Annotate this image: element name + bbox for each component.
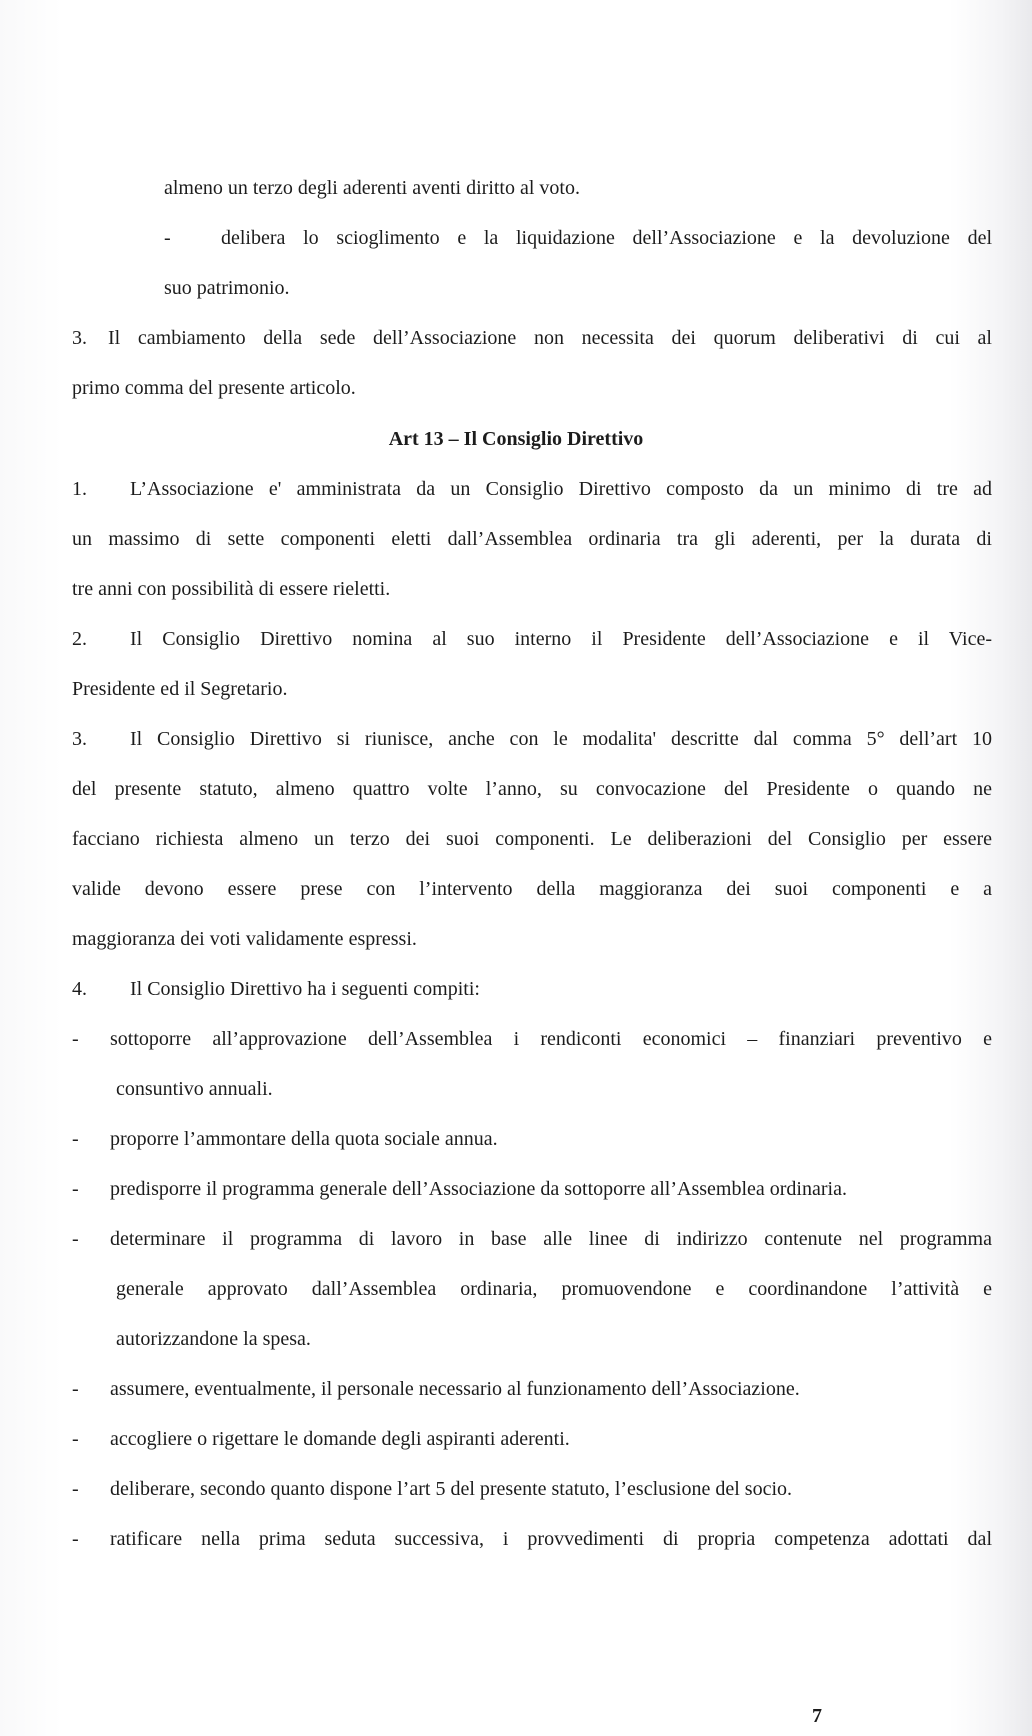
list-dash: - (72, 1228, 79, 1250)
text-line: maggioranza dei voti validamente espressi. (72, 928, 417, 950)
text-line: del presente statuto, almeno quattro volte l’anno, su convocazione del Presidente o quando ne (72, 778, 992, 800)
text-line: un massimo di sette componenti eletti dall’Assemblea ordinaria tra gli aderenti, per la durata di (72, 528, 992, 550)
paragraph-number: 1. (72, 478, 87, 500)
text-line: suo patrimonio. (164, 277, 290, 299)
article-heading: Art 13 – Il Consiglio Direttivo (388, 428, 644, 450)
text-line: Il Consiglio Direttivo nomina al suo interno il Presidente dell’Associazione e il Vice- (130, 628, 992, 650)
text-line: Presidente ed il Segretario. (72, 678, 288, 700)
text-line: Il cambiamento della sede dell’Associazione non necessita dei quorum deliberativi di cui al (108, 327, 992, 349)
text-line: valide devono essere prese con l’intervento della maggioranza dei suoi componenti e a (72, 878, 992, 900)
text-line: consuntivo annuali. (116, 1078, 273, 1100)
text-line: autorizzandone la spesa. (116, 1328, 311, 1350)
page-number: 7 (812, 1705, 822, 1727)
list-dash: - (72, 1428, 79, 1450)
text-line: L’Associazione e' amministrata da un Consiglio Direttivo composto da un minimo di tre ad (130, 478, 992, 500)
text-line: accogliere o rigettare le domande degli aspiranti aderenti. (110, 1428, 570, 1450)
list-dash: - (72, 1028, 79, 1050)
list-dash: - (72, 1478, 79, 1500)
text-line: deliberare, secondo quanto dispone l’art 5 del presente statuto, l’esclusione del socio. (110, 1478, 793, 1500)
text-line: predisporre il programma generale dell’Associazione da sottoporre all’Assemblea ordinaria. (110, 1178, 847, 1200)
paragraph-number: 2. (72, 628, 87, 650)
text-line: generale approvato dall’Assemblea ordinaria, promuovendone e coordinandone l’attività e (116, 1278, 992, 1300)
text-line: assumere, eventualmente, il personale necessario al funzionamento dell’Associazione. (110, 1378, 800, 1400)
list-dash: - (72, 1128, 79, 1150)
text-line: Il Consiglio Direttivo si riunisce, anche con le modalita' descritte dal comma 5° dell’art 10 (130, 728, 992, 750)
paragraph-number: 3. (72, 728, 87, 750)
text-line: almeno un terzo degli aderenti aventi diritto al voto. (164, 177, 580, 199)
text-line: proporre l’ammontare della quota sociale annua. (110, 1128, 498, 1150)
list-dash: - (72, 1378, 79, 1400)
text-line: delibera lo scioglimento e la liquidazione dell’Associazione e la devoluzione del (221, 227, 992, 249)
text-line: determinare il programma di lavoro in base alle linee di indirizzo contenute nel programma (110, 1228, 992, 1250)
list-dash: - (164, 227, 171, 249)
list-dash: - (72, 1178, 79, 1200)
text-line: sottoporre all’approvazione dell’Assemblea i rendiconti economici – finanziari preventivo e (110, 1028, 992, 1050)
paragraph-number: 3. (72, 327, 87, 349)
paragraph-number: 4. (72, 978, 87, 1000)
text-line: Il Consiglio Direttivo ha i seguenti compiti: (130, 978, 480, 1000)
text-line: tre anni con possibilità di essere rieletti. (72, 578, 391, 600)
list-dash: - (72, 1528, 79, 1550)
text-line: primo comma del presente articolo. (72, 377, 356, 399)
text-line: facciano richiesta almeno un terzo dei suoi componenti. Le deliberazioni del Consiglio per essere (72, 828, 992, 850)
text-line: ratificare nella prima seduta successiva, i provvedimenti di propria competenza adottati dal (110, 1528, 992, 1550)
